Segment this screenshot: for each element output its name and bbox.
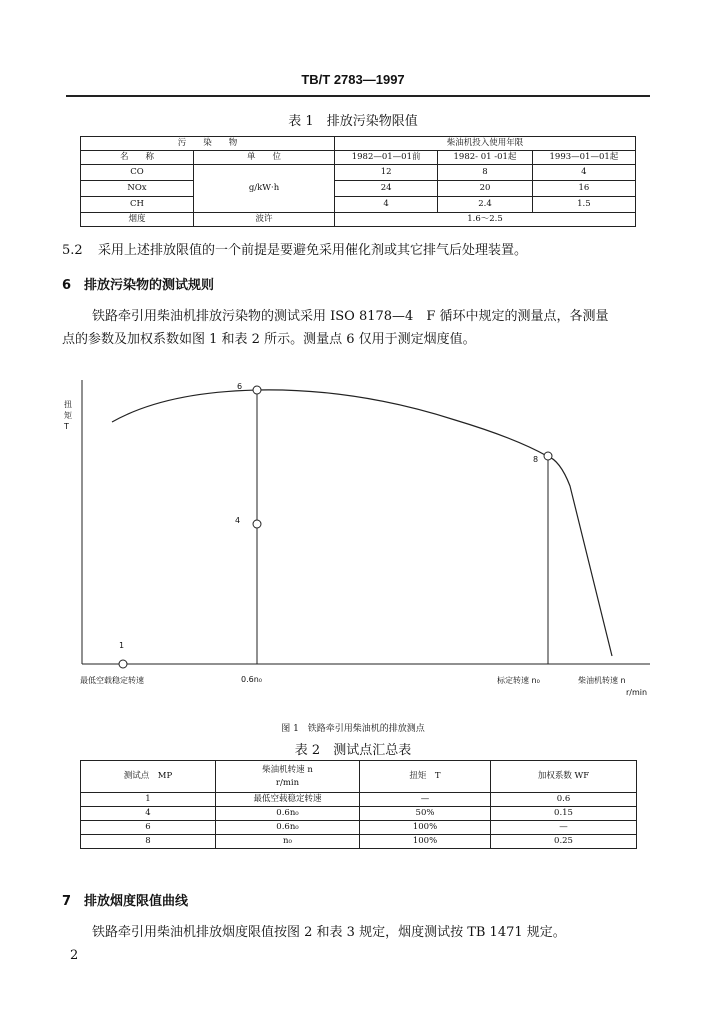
table2-header-mp: 测试点 MP (81, 761, 216, 793)
table2-cell: 0.6n₀ (216, 807, 360, 821)
table1-cell: 4 (532, 165, 635, 181)
section-7-heading: 7 排放烟度限值曲线 (62, 894, 189, 909)
table1-smoke-value: 1.6～2.5 (335, 213, 636, 227)
point-8-label: 8 (533, 455, 539, 464)
table2-header-speed-label: 柴油机转速 n (262, 764, 313, 775)
table1-cell: 1.5 (532, 197, 635, 213)
table2-cell: 8 (81, 835, 216, 849)
table1-cell: 4 (335, 197, 438, 213)
table2-cell: 0.25 (491, 835, 637, 849)
table2-cell: n₀ (216, 835, 360, 849)
figure1-chart (55, 370, 665, 710)
table2-cell: 100% (360, 835, 491, 849)
table2-caption: 表 2 测试点汇总表 (294, 743, 412, 758)
table2-header-speed-unit: r/min (275, 777, 300, 788)
x-axis-label: 柴油机转速 n (578, 676, 626, 685)
section-7-para: 铁路牵引用柴油机排放烟度限值按图 2 和表 3 规定，烟度测试按 TB 1471 规定。 (92, 925, 566, 940)
figure1-y-label: 扭矩 T (64, 400, 72, 431)
table2 (80, 760, 637, 849)
table2-cell: 最低空载稳定转速 (216, 793, 360, 807)
note-5-2-number: 5.2 (62, 243, 83, 258)
test-point-8 (544, 452, 552, 460)
table1-caption: 表 1 排放污染物限值 (288, 114, 418, 129)
section-6-heading: 6 排放污染物的测试规则 (62, 278, 215, 293)
table2-cell: 50% (360, 807, 491, 821)
table1-cell: 24 (335, 181, 438, 197)
table1-year-header: 柴油机投入使用年限 (335, 137, 636, 151)
table2-header-speed (216, 761, 360, 793)
table1-cell: 8 (438, 165, 533, 181)
table1 (80, 136, 636, 227)
table2-cell: 100% (360, 821, 491, 835)
table1-unit-header: 单 位 (194, 151, 335, 165)
table1-cell: 2.4 (438, 197, 533, 213)
header-rule (66, 95, 650, 97)
section-6-para-line1: 铁路牵引用柴油机排放污染物的测试采用 ISO 8178—4 F 循环中规定的测量点，各测量 (92, 309, 609, 324)
x-tick-0-6n0: 0.6n₀ (241, 675, 262, 684)
table2-header-torque: 扭矩 T (360, 761, 491, 793)
test-point-4 (253, 520, 261, 528)
x-tick-n0: 标定转速 n₀ (497, 676, 540, 685)
table1-year-1: 1982—01—01前 (335, 151, 438, 165)
point-4-label: 4 (235, 516, 241, 525)
table2-cell: 0.6 (491, 793, 637, 807)
table1-row-nox-name: NOx (81, 181, 194, 197)
table1-year-2: 1982- 01 -01起 (438, 151, 533, 165)
torque-curve (112, 390, 612, 656)
table2-cell: 4 (81, 807, 216, 821)
table2-cell: 0.15 (491, 807, 637, 821)
x-axis-unit: r/min (626, 688, 648, 697)
table2-header-weight: 加权系数 WF (491, 761, 637, 793)
table1-pollutant-header: 污 染 物 (81, 137, 335, 151)
figure1-caption: 图 1 铁路牵引用柴油机的排放测点 (281, 724, 425, 734)
document-header: TB/T 2783—1997 (301, 72, 405, 87)
note-5-2-text: 采用上述排放限值的一个前提是要避免采用催化剂或其它排气后处理装置。 (98, 243, 528, 258)
table1-unit-value: g/kW·h (194, 165, 335, 213)
table1-row-ch-name: CH (81, 197, 194, 213)
table1-year-3: 1993—01—01起 (532, 151, 635, 165)
x-tick-min-idle: 最低空载稳定转速 (80, 676, 144, 685)
table1-name-header: 名 称 (81, 151, 194, 165)
table2-cell: 1 (81, 793, 216, 807)
table2-cell: — (491, 821, 637, 835)
table1-smoke-name: 烟度 (81, 213, 194, 227)
point-6-label: 6 (237, 382, 243, 391)
page-number: 2 (70, 948, 79, 963)
test-point-1 (119, 660, 127, 668)
table1-row-co-name: CO (81, 165, 194, 181)
table1-smoke-unit: 波许 (194, 213, 335, 227)
table1-cell: 16 (532, 181, 635, 197)
test-point-6 (253, 386, 261, 394)
table2-cell: — (360, 793, 491, 807)
table2-cell: 0.6n₀ (216, 821, 360, 835)
table1-cell: 12 (335, 165, 438, 181)
table1-cell: 20 (438, 181, 533, 197)
point-1-label: 1 (119, 641, 125, 650)
section-6-para-line2: 点的参数及加权系数如图 1 和表 2 所示。测量点 6 仅用于测定烟度值。 (62, 332, 476, 347)
table2-cell: 6 (81, 821, 216, 835)
